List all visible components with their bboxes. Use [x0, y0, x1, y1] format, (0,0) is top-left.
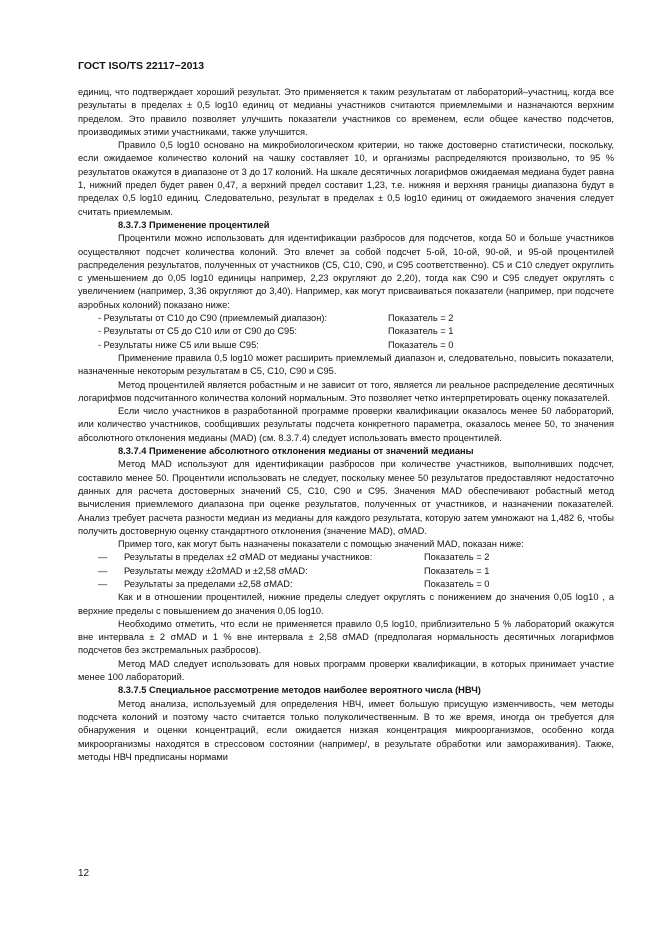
section-heading: 8.3.7.4 Применение абсолютного отклонения медианы от значений медианы — [118, 446, 474, 457]
paragraph: Метод процентилей является робастным и не зависит от того, является ли реальное распределение десятичных логарифмов подсчитанного количества колоний нормальным. Это позволяет четко интерпретировать оценку показателей. — [78, 379, 614, 403]
percentile-score-list — [78, 312, 614, 352]
paragraph: Необходимо отметить, что если не применяется правило 0,5 log10, приблизительно 5 % лабораторий окажутся вне интервала ± 2 σMAD и 1 % вне интервала ± 2,58 σMAD (предполагая нормальность десятичных логарифмов подсчетов без экстремальных разбросов). — [78, 618, 614, 656]
paragraph: единиц, что подтверждает хороший результат. Это применяется к таким результатам от лабораторий–участниц, когда все результаты в пределах ± 0,5 log10 единиц от медианы участников считаются приемлемыми и назначаются верхним пределом. Это правило позволяет улучшить показатели участников со временем, если общее качество подсчетов, производимых этими участниками, также улучшится. — [78, 87, 614, 137]
section-heading: 8.3.7.3 Применение процентилей — [118, 219, 270, 230]
list-item: — Результаты между ±2σMAD и ±2,58 σMAD: Показатель = 1 — [98, 565, 490, 576]
paragraph: Правило 0,5 log10 основано на микробиологическом критерии, но также достоверно статистически, поскольку, если ожидаемое количество колоний на чашку составляет 10, и организмы распределяются произвольно, то 95 % результатов окажутся в диапазоне от 3 до 17 колоний. На шкале десятичных логарифмов ожидаемая медиана будет равна 1, нижний предел будет равен 0,47, а верхний предел составит 1,23, т.е. нижняя и верхняя границы диапазона будут в пределах 0,5 log10 единиц. Следовательно, результат в пределах ± 0,5 log10 единиц от ожидаемого значения следует считать приемлемым. — [78, 140, 615, 217]
list-item: - Результаты от C5 до C10 или от C90 до C95: Показатель = 1 — [98, 326, 454, 337]
paragraph: Метод анализа, используемый для определения НВЧ, имеет большую присущую изменчивость, чем методы подсчета колоний и поэтому часто считается только полуколичественным. В то же время, иногда он требуется для обнаружения и оценки концентраций, если ожидается низкая концентрация микроорганизмов, особенно когда микроорганизмы находятся в стрессовом состоянии (например/, в результате обработки или замораживания). Также, методы НВЧ предписаны нормами — [78, 698, 614, 762]
paragraph: Пример того, как могут быть назначены показатели с помощью значений MAD, показан ниже: — [118, 539, 524, 550]
paragraph: Метод MAD следует использовать для новых программ проверки квалификации, в которых принимает участие менее 100 лабораторий. — [78, 658, 614, 683]
page-number: 12 — [78, 868, 90, 879]
list-item: - Результаты от C10 до C90 (приемлемый диапазон): Показатель = 2 — [98, 313, 454, 324]
list-item: - Результаты ниже C5 или выше C95: Показатель = 0 — [98, 339, 454, 350]
paragraph: Процентили можно использовать для идентификации разбросов для подсчетов, когда 50 и больше участников осуществляют подсчет количества колоний. Это влечет за собой подсчет 5-ой, 10-ой, 90-ой, и 95-ой процентилей распределения результатов, полученных от участников (C5, C10, C90, и C95 соответственно). C5 и C10 следует округлить с уменьшением до 0,05 log10 единицы например, 2,23 округляют до 2,20), тогда как C90 и C95 следует округлять с увеличением (например, 3,36 округляют до 3,40). Например, как могут присваиваться показатели (например, при подсчете аэробных колоний) показано ниже: — [78, 233, 614, 310]
list-item: — Результаты за пределами ±2,58 σMAD: Показатель = 0 — [98, 578, 490, 589]
paragraph: Как и в отношении процентилей, нижние пределы следует округлять с понижением до значения 0,05 log10 , а верхние пределы с повышением до значения 0,05 log10. — [78, 592, 614, 616]
paragraph: Если число участников в разработанной программе проверки квалификации оказалось менее 50 лабораторий, или количество участников, сообщивших результаты подсчета конкретного параметра, оказалось менее 50, то значения абсолютного отклонения медианы (MAD) (см. 8.3.7.4) следует использовать вместо процентилей. — [78, 406, 614, 443]
mad-score-list — [78, 551, 614, 591]
document-body — [78, 86, 614, 764]
list-item: — Результаты в пределах ±2 σMAD от медианы участников: Показатель = 2 — [98, 552, 490, 563]
document-header: ГОСТ ISO/TS 22117−2013 — [78, 60, 205, 72]
paragraph: Метод MAD используют для идентификации разбросов при количестве участников, выполнивших подсчет, составило менее 50. Процентили использовать не следует, поскольку менее 50 результатов предоставляют недостаточно данных для расчета достоверных значений C5, C10, C90 и C95. Значения MAD обеспечивают робастный метод вычисления приемлемого диапазона при оценке результатов, полученных от участников, и назначении показателей. Анализ требует расчета разности медиан из медианы для каждого результата, которую затем умножают на 1,482 6, чтобы получить достоверную оценку стандартного отклонения (значение MAD), σMAD. — [78, 459, 614, 536]
section-heading: 8.3.7.5 Специальное рассмотрение методов наиболее вероятного числа (НВЧ) — [118, 685, 481, 696]
paragraph: Применение правила 0,5 log10 может расширить приемлемый диапазон и, следовательно, повысить показатели, назначенные некоторым результатам в C5, C10, C90 и C95. — [78, 352, 614, 377]
